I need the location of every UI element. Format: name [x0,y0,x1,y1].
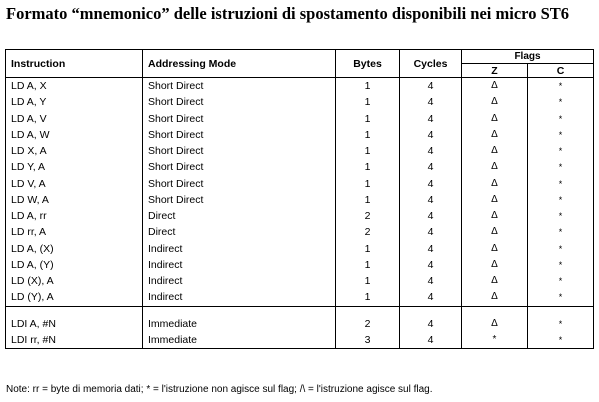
bytes-cell: 1 [336,192,400,208]
cycles-cell: 4 [400,159,462,175]
header-addressing-mode: Addressing Mode [143,50,336,78]
flag-z-cell: Δ [462,143,528,159]
table-row [6,224,594,240]
addressing-mode-cell: Short Direct [143,159,336,175]
addressing-mode-cell: Indirect [143,273,336,289]
spacer-cell [143,306,336,316]
table-row [6,176,594,192]
instruction-cell: LD A, (X) [6,241,143,257]
flag-z-cell: Δ [462,78,528,95]
instruction-cell: LD A, V [6,111,143,127]
spacer-cell [6,306,143,316]
cycles-cell: 4 [400,257,462,273]
flag-z-cell: Δ [462,257,528,273]
cycles-cell: 4 [400,192,462,208]
flag-z-cell: Δ [462,289,528,306]
spacer-cell [336,306,400,316]
cycles-cell: 4 [400,241,462,257]
flag-c-cell: * [528,143,594,159]
addressing-mode-cell: Indirect [143,289,336,306]
page-title: Formato “mnemonico” delle istruzioni di spostamento disponibili nei micro ST6 [6,4,570,23]
spacer-cell [528,306,594,316]
table-row [6,159,594,175]
flag-z-cell: Δ [462,176,528,192]
flag-z-cell: Δ [462,316,528,332]
table-row [6,273,594,289]
instruction-cell: LD (X), A [6,273,143,289]
flag-z-cell: Δ [462,192,528,208]
bytes-cell: 1 [336,241,400,257]
cycles-cell: 4 [400,316,462,332]
flag-z-cell: Δ [462,127,528,143]
flag-z-cell: Δ [462,94,528,110]
flag-z-cell: Δ [462,111,528,127]
bytes-cell: 1 [336,94,400,110]
cycles-cell: 4 [400,94,462,110]
instructions-table [5,49,594,349]
flag-z-cell: Δ [462,241,528,257]
table-row [6,94,594,110]
spacer-row [6,306,594,316]
header-flag-c: C [528,64,594,78]
header-flags: Flags [462,50,594,64]
instruction-cell: LDI rr, #N [6,332,143,349]
flag-c-cell: * [528,78,594,95]
bytes-cell: 1 [336,273,400,289]
header-bytes: Bytes [336,50,400,78]
flag-c-cell: * [528,176,594,192]
addressing-mode-cell: Short Direct [143,78,336,95]
flag-c-cell: * [528,94,594,110]
table-row [6,127,594,143]
bytes-cell: 1 [336,257,400,273]
addressing-mode-cell: Direct [143,208,336,224]
bytes-cell: 1 [336,78,400,95]
addressing-mode-cell: Indirect [143,241,336,257]
flag-c-cell: * [528,208,594,224]
flag-c-cell: * [528,241,594,257]
flag-z-cell: Δ [462,273,528,289]
instruction-cell: LD A, X [6,78,143,95]
instruction-cell: LD (Y), A [6,289,143,306]
instruction-cell: LD X, A [6,143,143,159]
cycles-cell: 4 [400,78,462,95]
addressing-mode-cell: Short Direct [143,192,336,208]
header-flag-z: Z [462,64,528,78]
addressing-mode-cell: Short Direct [143,111,336,127]
table-body-load-immediate [6,306,594,349]
table-row [6,143,594,159]
bytes-cell: 1 [336,159,400,175]
instruction-cell: LD A, Y [6,94,143,110]
table-row [6,241,594,257]
addressing-mode-cell: Short Direct [143,94,336,110]
header-instruction: Instruction [6,50,143,78]
cycles-cell: 4 [400,127,462,143]
flag-c-cell: * [528,192,594,208]
addressing-mode-cell: Short Direct [143,143,336,159]
bytes-cell: 2 [336,208,400,224]
flag-c-cell: * [528,127,594,143]
bytes-cell: 3 [336,332,400,349]
instruction-cell: LD V, A [6,176,143,192]
addressing-mode-cell: Short Direct [143,176,336,192]
flag-z-cell: Δ [462,224,528,240]
addressing-mode-cell: Immediate [143,316,336,332]
bytes-cell: 1 [336,289,400,306]
spacer-cell [462,306,528,316]
table-row [6,332,594,349]
addressing-mode-cell: Direct [143,224,336,240]
bytes-cell: 1 [336,176,400,192]
cycles-cell: 4 [400,224,462,240]
flag-c-cell: * [528,273,594,289]
table-row [6,257,594,273]
flag-c-cell: * [528,257,594,273]
addressing-mode-cell: Short Direct [143,127,336,143]
addressing-mode-cell: Immediate [143,332,336,349]
flag-c-cell: * [528,159,594,175]
flag-c-cell: * [528,316,594,332]
flag-c-cell: * [528,111,594,127]
instruction-cell: LD A, rr [6,208,143,224]
flag-z-cell: Δ [462,208,528,224]
cycles-cell: 4 [400,332,462,349]
instruction-cell: LD W, A [6,192,143,208]
footnote: Note: rr = byte di memoria dati; * = l'istruzione non agisce sul flag; /\ = l'istruzione agisce sul flag. [6,384,433,395]
cycles-cell: 4 [400,143,462,159]
table-row [6,192,594,208]
addressing-mode-cell: Indirect [143,257,336,273]
flag-c-cell: * [528,332,594,349]
spacer-cell [400,306,462,316]
flag-c-cell: * [528,289,594,306]
cycles-cell: 4 [400,208,462,224]
table-row [6,289,594,306]
instruction-cell: LD rr, A [6,224,143,240]
table-row [6,111,594,127]
bytes-cell: 1 [336,127,400,143]
cycles-cell: 4 [400,289,462,306]
table-row [6,208,594,224]
table-row [6,78,594,95]
header-cycles: Cycles [400,50,462,78]
bytes-cell: 2 [336,224,400,240]
cycles-cell: 4 [400,111,462,127]
flag-z-cell: Δ [462,159,528,175]
instruction-cell: LDI A, #N [6,316,143,332]
bytes-cell: 1 [336,111,400,127]
instruction-cell: LD A, (Y) [6,257,143,273]
table-row [6,316,594,332]
instruction-cell: LD Y, A [6,159,143,175]
cycles-cell: 4 [400,176,462,192]
table-body-load [6,78,594,307]
bytes-cell: 2 [336,316,400,332]
bytes-cell: 1 [336,143,400,159]
cycles-cell: 4 [400,273,462,289]
instruction-cell: LD A, W [6,127,143,143]
flag-c-cell: * [528,224,594,240]
flag-z-cell: * [462,332,528,349]
